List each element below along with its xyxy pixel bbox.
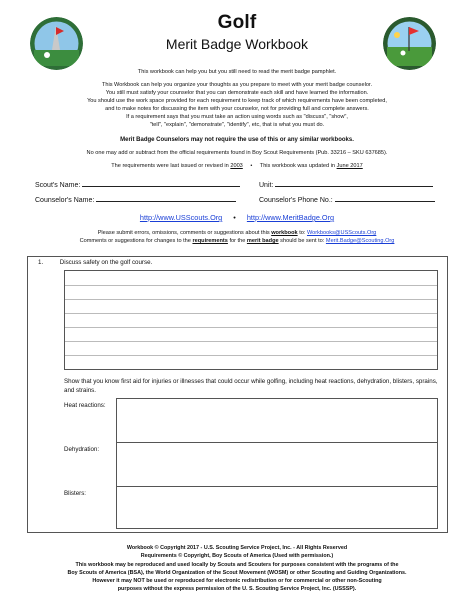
counselor-phone-label: Counselor's Phone No.: [259, 197, 333, 204]
ruled-line [65, 327, 437, 328]
dehydration-label: Dehydration: [64, 446, 100, 453]
footer-usage-1: This workbook may be reproduced and used locally by Scouts and Scouters for purposes consistent with the programs of the [75, 562, 399, 568]
intro-line: This workbook can help you but you still need to read the merit badge pamphlet. [137, 69, 337, 75]
no-add-note: No one may add or subtract from the official requirements found in Boy Scout Requirements (Pub. 33216 – SKU 637685). [86, 150, 388, 156]
page-subtitle: Merit Badge Workbook [165, 36, 309, 52]
ruled-line [65, 299, 437, 300]
requirement-1-number: 1. [38, 259, 44, 266]
ruled-line [65, 313, 437, 314]
footer-copyright: Workbook © Copyright 2017 - U.S. Scouting Service Project, Inc. - All Rights Reserved [126, 545, 348, 551]
revision-prefix: The requirements were last issued or revised in [111, 163, 229, 169]
submit-line-1-mid: to: [299, 230, 306, 236]
unit-field[interactable] [259, 180, 433, 189]
counselor-note: Merit Badge Counselors may not require the use of this or any similar workbooks. [120, 137, 354, 143]
submit-line-1 [0, 229, 474, 237]
intro-para-4: and to make notes for discussing the item with your counselor, not for providing full and complete answers. [105, 106, 369, 112]
requirement-1-answer-area[interactable] [64, 270, 438, 370]
intro-para-2: You still must satisfy your counselor that you can demonstrate each skill and have learned the information. [105, 90, 369, 96]
scout-name-line[interactable] [82, 180, 240, 187]
ruled-line [65, 355, 437, 356]
scout-name-label: Scout's Name: [35, 182, 81, 189]
footer-requirements-copyright: Requirements © Copyright, Boy Scouts of America (Used with permission.) [140, 553, 334, 559]
submit-line-2-pre: Comments or suggestions for changes to the [79, 238, 191, 244]
footer-usage-4: purposes without the express permission of the U. S. Scouting Service Project, Inc. (USSSP). [117, 586, 357, 592]
grid-divider [117, 442, 437, 443]
intro-para-6: "tell", "explain", "demonstrate", "identify", etc, that is what you must do. [149, 122, 325, 128]
workbooks-email-link[interactable]: Workbooks@USScouts.Org [306, 230, 377, 236]
revision-line [0, 162, 474, 170]
submit-line-1-pre: Please submit errors, omissions, comments or suggestions about this [97, 230, 270, 236]
intro-para-3: You should use the work space provided for each requirement to keep track of which requirements have been completed, [87, 98, 387, 104]
counselor-phone-field[interactable] [259, 195, 435, 204]
footer-usage-2: Boy Scouts of America (BSA), the World Organization of the Scout Movement (WOSM) or other Scouting and Guiding Organizations. [67, 570, 407, 576]
site-links [0, 213, 474, 222]
submit-line-2 [0, 237, 474, 245]
merit-badge-email-link[interactable]: Merit.Badge@Scouting.Org [325, 238, 395, 244]
meritbadge-link[interactable]: http://www.MeritBadge.Org [246, 213, 335, 222]
submit-workbook-word: workbook [271, 230, 298, 236]
revision-year: 2003 [230, 163, 243, 169]
page-title: Golf [217, 12, 257, 33]
requirement-1-text: Discuss safety on the golf course. [59, 259, 153, 266]
unit-label: Unit: [259, 182, 274, 189]
updated-value: June 2017 [336, 163, 363, 169]
submit-line-2-mid: for the [229, 238, 246, 244]
first-aid-answer-grid[interactable] [116, 398, 438, 529]
counselor-name-line[interactable] [96, 195, 236, 202]
ruled-line [65, 341, 437, 342]
first-aid-requirement: Show that you know first aid for injuries or illnesses that could occur while golfing, including heat reactions, dehydration, blisters, sprains, and strains. [64, 378, 438, 394]
unit-line[interactable] [275, 180, 433, 187]
updated-prefix: This workbook was updated in [259, 163, 336, 169]
link-separator: • [233, 213, 236, 222]
blisters-label: Blisters: [64, 490, 87, 497]
grid-divider [117, 486, 437, 487]
submit-merit-badge-word: merit badge [246, 238, 279, 244]
footer-usage-3: However it may NOT be used or reproduced for electronic redistribution or for commercial or other non-Scouting [92, 578, 382, 584]
bullet: • [250, 163, 253, 169]
requirement-1 [38, 259, 152, 266]
submit-requirements-word: requirements [192, 238, 228, 244]
usscouts-link[interactable]: http://www.USScouts.Org [139, 213, 223, 222]
counselor-phone-line[interactable] [335, 195, 435, 202]
intro-para-5: If a requirement says that you must take an action using words such as "discuss", "show", [126, 114, 348, 120]
heat-reactions-label: Heat reactions: [64, 402, 106, 409]
ruled-line [65, 285, 437, 286]
counselor-name-field[interactable] [35, 195, 236, 204]
intro-para-1: This Workbook can help you organize your thoughts as you prepare to meet with your merit badge counselor. [101, 82, 373, 88]
scout-name-field[interactable] [35, 180, 240, 189]
submit-line-2-post: should be sent to: [280, 238, 325, 244]
counselor-name-label: Counselor's Name: [35, 197, 95, 204]
